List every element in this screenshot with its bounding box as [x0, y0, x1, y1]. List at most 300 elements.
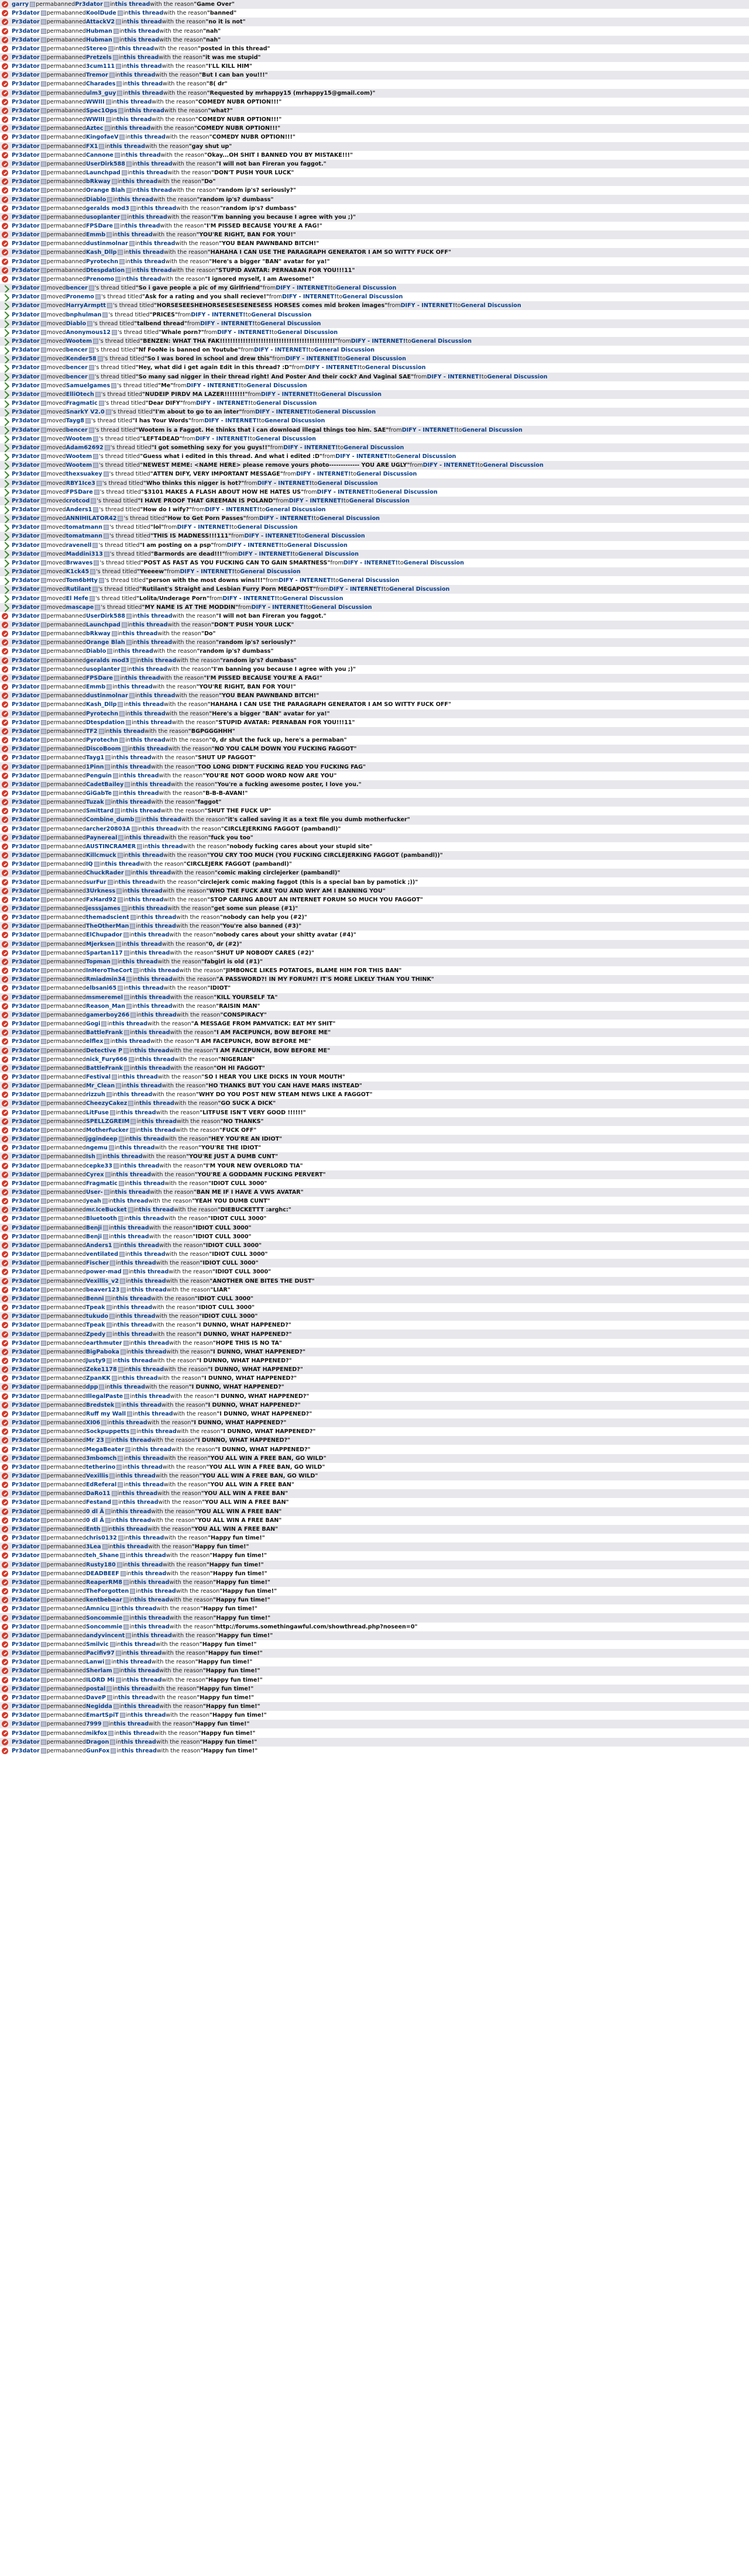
thread-link[interactable]: this thread	[131, 1286, 167, 1293]
thread-title[interactable]: "Hey, what did i get again Edit in this thread? :D"	[135, 364, 292, 371]
thread-author[interactable]: Wootem	[66, 435, 92, 442]
target-username[interactable]: Hubman	[85, 36, 112, 43]
actor-username[interactable]: Pr3dator	[12, 1233, 40, 1240]
thread-link[interactable]: this thread	[118, 232, 153, 239]
actor-username[interactable]: Pr3dator	[12, 107, 40, 114]
target-username[interactable]: CadetBailey	[85, 781, 124, 788]
source-forum-link[interactable]: DIFY - INTERNET!	[196, 400, 251, 407]
thread-link[interactable]: this thread	[126, 19, 162, 26]
thread-link[interactable]: this thread	[134, 1579, 170, 1586]
target-username[interactable]: geralds mod3	[85, 205, 129, 212]
thread-link[interactable]: this thread	[126, 1083, 162, 1090]
source-forum-link[interactable]: DIFY - INTERNET!	[180, 569, 235, 576]
thread-title[interactable]: "Wootem is a Faggot. He thinks that i can download illegal things too him. SAE"	[135, 426, 389, 433]
actor-username[interactable]: Pr3dator	[12, 426, 40, 433]
thread-link[interactable]: this thread	[141, 1428, 177, 1435]
thread-link[interactable]: this thread	[123, 54, 159, 61]
actor-username[interactable]: Pr3dator	[12, 622, 40, 629]
target-username[interactable]: CheezyCakez	[85, 1100, 128, 1107]
thread-link[interactable]: this thread	[126, 63, 162, 70]
thread-link[interactable]: this thread	[135, 949, 170, 956]
source-forum-link[interactable]: DIFY - INTERNET!	[253, 347, 309, 354]
thread-link[interactable]: this thread	[142, 825, 178, 832]
target-username[interactable]: Orange Blah	[85, 639, 125, 646]
target-username[interactable]: Pretzels	[85, 54, 112, 61]
target-username[interactable]: UserDirk588	[85, 612, 125, 619]
target-username[interactable]: 3mbomch	[85, 1455, 117, 1462]
thread-link[interactable]: this thread	[118, 879, 154, 886]
target-username[interactable]: Cannone	[85, 151, 114, 159]
thread-author[interactable]: crotcod	[66, 497, 90, 504]
target-username[interactable]: Spec1Ops	[85, 107, 118, 114]
thread-author[interactable]: Wootem	[66, 462, 92, 469]
target-forum-link[interactable]: General Discussion	[315, 409, 376, 416]
actor-username[interactable]: Pr3dator	[12, 338, 40, 345]
thread-link[interactable]: this thread	[119, 1730, 154, 1737]
thread-link[interactable]: this thread	[116, 1659, 152, 1666]
thread-link[interactable]: this thread	[138, 976, 173, 983]
actor-username[interactable]: Pr3dator	[12, 861, 40, 868]
thread-link[interactable]: this thread	[136, 719, 172, 726]
target-username[interactable]: dustinmolnar	[85, 693, 128, 700]
thread-link[interactable]: this thread	[122, 1073, 158, 1080]
target-username[interactable]: ngemu	[85, 1145, 108, 1152]
actor-username[interactable]: Pr3dator	[12, 444, 40, 451]
target-username[interactable]: mr.IceBucket	[85, 1207, 127, 1214]
target-username[interactable]: power-mad	[85, 1269, 122, 1276]
thread-link[interactable]: this thread	[132, 213, 167, 221]
thread-author[interactable]: Brwaves	[66, 559, 93, 566]
thread-link[interactable]: this thread	[144, 967, 180, 974]
thread-author[interactable]: K1ck45	[66, 569, 90, 576]
actor-username[interactable]: Pr3dator	[12, 1508, 40, 1515]
source-forum-link[interactable]: DIFY - INTERNET!	[259, 515, 314, 522]
target-username[interactable]: Launchpad	[85, 170, 121, 177]
source-forum-link[interactable]: DIFY - INTERNET!	[329, 586, 384, 593]
thread-link[interactable]: this thread	[130, 710, 166, 717]
thread-link[interactable]: this thread	[127, 941, 162, 948]
thread-link[interactable]: this thread	[137, 1003, 173, 1010]
actor-username[interactable]: Pr3dator	[12, 409, 40, 416]
thread-author[interactable]: Adam62692	[66, 444, 104, 451]
actor-username[interactable]: Pr3dator	[12, 1499, 40, 1506]
actor-username[interactable]: Pr3dator	[12, 1579, 40, 1586]
actor-username[interactable]: Pr3dator	[12, 205, 40, 212]
actor-username[interactable]: Pr3dator	[12, 604, 40, 611]
actor-username[interactable]: Pr3dator	[12, 187, 40, 194]
actor-username[interactable]: Pr3dator	[12, 1597, 40, 1604]
source-forum-link[interactable]: DIFY - INTERNET!	[195, 435, 250, 442]
thread-link[interactable]: this thread	[121, 1473, 156, 1480]
target-username[interactable]: chris0132	[85, 1535, 117, 1542]
target-username[interactable]: elflex	[85, 1038, 104, 1045]
actor-username[interactable]: Pr3dator	[12, 151, 40, 159]
actor-username[interactable]: Pr3dator	[12, 1286, 40, 1293]
actor-username[interactable]: Pr3dator	[12, 1215, 40, 1222]
actor-username[interactable]: Pr3dator	[12, 1473, 40, 1480]
thread-title[interactable]: "Me"	[158, 382, 174, 389]
thread-link[interactable]: this thread	[110, 143, 145, 150]
target-forum-link[interactable]: General Discussion	[403, 559, 464, 566]
target-username[interactable]: XI06	[85, 1420, 101, 1427]
thread-link[interactable]: this thread	[129, 1366, 164, 1373]
thread-link[interactable]: this thread	[125, 222, 160, 229]
thread-link[interactable]: this thread	[118, 1357, 153, 1364]
target-username[interactable]: archer20803A	[85, 825, 130, 832]
actor-username[interactable]: Pr3dator	[12, 19, 40, 26]
thread-title[interactable]: "lol"	[150, 524, 164, 531]
thread-link[interactable]: this thread	[113, 1198, 149, 1205]
actor-username[interactable]: Pr3dator	[12, 1348, 40, 1355]
thread-title[interactable]: "BENZEN: WHAT THA FAK!!!!!!!!!!!!!!!!!!!!!!!!!!!!!!!!!!!!!!!!!!!!!"	[140, 338, 338, 345]
actor-username[interactable]: Pr3dator	[12, 542, 40, 549]
actor-username[interactable]: Pr3dator	[12, 896, 40, 903]
thread-title[interactable]: "Dear DIFY"	[145, 400, 183, 407]
actor-username[interactable]: Pr3dator	[12, 1003, 40, 1010]
thread-link[interactable]: this thread	[130, 134, 166, 141]
target-forum-link[interactable]: General Discussion	[483, 462, 544, 469]
target-username[interactable]: Zeke1178	[85, 1366, 117, 1373]
thread-link[interactable]: this thread	[129, 834, 164, 841]
actor-username[interactable]: Pr3dator	[12, 170, 40, 177]
actor-username[interactable]: Pr3dator	[12, 249, 40, 256]
actor-username[interactable]: Pr3dator	[12, 852, 40, 859]
thread-title[interactable]: "ATTEN DIFY, VERY IMPORTANT MESSAGE"	[150, 471, 283, 478]
target-username[interactable]: 1Pinn	[85, 763, 104, 770]
thread-link[interactable]: this thread	[139, 1207, 174, 1214]
target-forum-link[interactable]: General Discussion	[336, 285, 397, 292]
actor-username[interactable]: Pr3dator	[12, 462, 40, 469]
thread-title[interactable]: "NEWEST MEME: <NAME HERE> please remove yours photo------------- YOU ARE UGLY"	[140, 462, 410, 469]
target-username[interactable]: Vexillis	[85, 1473, 109, 1480]
actor-username[interactable]: Pr3dator	[12, 1056, 40, 1063]
thread-link[interactable]: this thread	[124, 1162, 160, 1169]
actor-username[interactable]: Pr3dator	[12, 320, 40, 327]
thread-link[interactable]: this thread	[140, 1127, 176, 1134]
thread-title[interactable]: "Who thinks this nigger is hot?"	[143, 480, 245, 487]
thread-link[interactable]: this thread	[105, 861, 140, 868]
thread-link[interactable]: this thread	[142, 1118, 177, 1125]
target-username[interactable]: postal	[85, 1685, 106, 1692]
target-forum-link[interactable]: General Discussion	[314, 347, 375, 354]
thread-link[interactable]: this thread	[126, 275, 162, 283]
target-forum-link[interactable]: General Discussion	[240, 569, 301, 576]
actor-username[interactable]: Pr3dator	[12, 267, 40, 274]
target-forum-link[interactable]: General Discussion	[260, 320, 321, 327]
thread-link[interactable]: this thread	[126, 1676, 162, 1683]
target-username[interactable]: Emmb	[85, 684, 106, 691]
thread-link[interactable]: this thread	[130, 1251, 166, 1258]
target-username[interactable]: KoolDude	[85, 10, 116, 17]
source-forum-link[interactable]: DIFY - INTERNET!	[285, 356, 341, 363]
target-username[interactable]: Benji	[85, 1233, 102, 1240]
actor-username[interactable]: Pr3dator	[12, 710, 40, 717]
target-forum-link[interactable]: General Discussion	[321, 391, 382, 398]
target-username[interactable]: Mr_Clean	[85, 1083, 115, 1090]
target-username[interactable]: andyvincent	[85, 1632, 125, 1639]
thread-link[interactable]: this thread	[132, 666, 167, 673]
target-forum-link[interactable]: General Discussion	[356, 471, 417, 478]
thread-title[interactable]: "THIS IS MADNESS!!!111"	[150, 533, 232, 540]
target-username[interactable]: BigPaboka	[85, 1348, 119, 1355]
target-username[interactable]: IQ	[85, 861, 93, 868]
thread-link[interactable]: this thread	[136, 267, 172, 274]
actor-username[interactable]: Pr3dator	[12, 1676, 40, 1683]
thread-link[interactable]: this thread	[129, 1136, 165, 1143]
thread-link[interactable]: this thread	[140, 1588, 176, 1595]
actor-username[interactable]: Pr3dator	[12, 1029, 40, 1036]
actor-username[interactable]: Pr3dator	[12, 1277, 40, 1284]
target-username[interactable]: 0 dl Ä	[85, 1517, 104, 1524]
source-forum-link[interactable]: DIFY - INTERNET!	[217, 329, 272, 336]
actor-username[interactable]: garry	[12, 1, 29, 8]
thread-link[interactable]: this thread	[136, 781, 171, 788]
thread-title[interactable]: "I HAVE PROOF THAT GREEMAN IS POLAND"	[138, 497, 276, 504]
thread-title[interactable]: "So i gave people a pic of my Girlfriend"	[135, 285, 263, 292]
actor-username[interactable]: Pr3dator	[12, 879, 40, 886]
thread-link[interactable]: this thread	[116, 1295, 152, 1302]
thread-link[interactable]: this thread	[115, 125, 151, 132]
target-forum-link[interactable]: General Discussion	[342, 294, 403, 301]
target-username[interactable]: Detective P	[85, 1047, 123, 1054]
thread-title[interactable]: "Guess what i edited in this thread. And what i edited :D"	[140, 453, 322, 460]
thread-link[interactable]: this thread	[129, 1215, 164, 1222]
thread-link[interactable]: this thread	[114, 1233, 149, 1240]
thread-link[interactable]: this thread	[129, 249, 164, 256]
actor-username[interactable]: Pr3dator	[12, 1180, 40, 1187]
actor-username[interactable]: Pr3dator	[12, 967, 40, 974]
actor-username[interactable]: Pr3dator	[12, 471, 40, 478]
actor-username[interactable]: Pr3dator	[12, 559, 40, 566]
target-username[interactable]: Kash_Dllp	[85, 249, 117, 256]
thread-link[interactable]: this thread	[118, 1694, 153, 1701]
source-forum-link[interactable]: DIFY - INTERNET!	[343, 559, 398, 566]
thread-author[interactable]: RBY1Ice3	[66, 480, 95, 487]
thread-link[interactable]: this thread	[116, 799, 152, 806]
thread-title[interactable]: "Lolita/Underage Porn"	[136, 595, 209, 602]
target-username[interactable]: usoplanter	[85, 213, 121, 221]
target-forum-link[interactable]: General Discussion	[251, 311, 312, 318]
actor-username[interactable]: Pr3dator	[12, 1251, 40, 1258]
target-username[interactable]: Mr 23	[85, 1437, 104, 1444]
thread-link[interactable]: this thread	[116, 116, 152, 123]
thread-link[interactable]: this thread	[121, 1738, 156, 1745]
target-username[interactable]: Combine_dumb	[85, 817, 135, 824]
thread-title[interactable]: "Rutilant's Straight and Lesbian Furry Porn MEGAPOST"	[139, 586, 316, 593]
target-username[interactable]: Bluetooth	[85, 1215, 117, 1222]
actor-username[interactable]: Pr3dator	[12, 657, 40, 664]
actor-username[interactable]: Pr3dator	[12, 843, 40, 850]
thread-link[interactable]: this thread	[128, 1463, 163, 1470]
actor-username[interactable]: Pr3dator	[12, 728, 40, 735]
target-username[interactable]: GunFox	[85, 1747, 110, 1754]
thread-link[interactable]: this thread	[128, 81, 163, 88]
target-forum-link[interactable]: General Discussion	[283, 595, 343, 602]
thread-title[interactable]: "$3101 MAKES A FLASH ABOUT HOW HE HATES US"	[140, 488, 304, 495]
target-username[interactable]: Pacifiv97	[85, 1650, 115, 1657]
thread-link[interactable]: this thread	[139, 1056, 175, 1063]
target-username[interactable]: Sockpuppetts	[85, 1428, 130, 1435]
actor-username[interactable]: Pr3dator	[12, 985, 40, 992]
actor-username[interactable]: Pr3dator	[12, 1517, 40, 1524]
target-username[interactable]: Benni	[85, 1295, 104, 1302]
thread-link[interactable]: this thread	[137, 160, 173, 167]
thread-author[interactable]: Rutilant	[66, 586, 91, 593]
actor-username[interactable]: Pr3dator	[12, 515, 40, 522]
target-username[interactable]: Smilvic	[85, 1641, 109, 1648]
target-username[interactable]: Diablo	[85, 196, 106, 203]
actor-username[interactable]: Pr3dator	[12, 497, 40, 504]
target-username[interactable]: Fischer	[85, 1260, 109, 1267]
actor-username[interactable]: Pr3dator	[12, 1109, 40, 1116]
thread-link[interactable]: this thread	[121, 1260, 156, 1267]
thread-link[interactable]: this thread	[140, 240, 176, 247]
thread-author[interactable]: Tom6bHty	[66, 577, 98, 584]
actor-username[interactable]: Pr3dator	[12, 923, 40, 930]
thread-link[interactable]: this thread	[128, 985, 164, 992]
actor-username[interactable]: Pr3dator	[12, 550, 40, 557]
target-username[interactable]: AUSTINCRAMER	[85, 843, 136, 850]
thread-title[interactable]: "PRICES"	[149, 311, 178, 318]
thread-link[interactable]: this thread	[120, 1313, 156, 1320]
thread-link[interactable]: this thread	[138, 1410, 173, 1417]
target-username[interactable]: Soncommie	[85, 1614, 123, 1621]
actor-username[interactable]: Pr3dator	[12, 719, 40, 726]
thread-title[interactable]: "HORSESEESHEHORSESESESENESESS HORSES comes mid broken images"	[154, 302, 388, 309]
actor-username[interactable]: Pr3dator	[12, 639, 40, 646]
thread-link[interactable]: this thread	[139, 1100, 174, 1107]
actor-username[interactable]: Pr3dator	[12, 994, 40, 1001]
target-username[interactable]: bRkway	[85, 178, 111, 185]
actor-username[interactable]: Pr3dator	[12, 1730, 40, 1737]
thread-link[interactable]: this thread	[129, 107, 164, 114]
actor-username[interactable]: Pr3dator	[12, 569, 40, 576]
actor-username[interactable]: Pr3dator	[12, 1073, 40, 1080]
actor-username[interactable]: Pr3dator	[12, 1668, 40, 1675]
source-forum-link[interactable]: DIFY - INTERNET!	[305, 364, 360, 371]
actor-username[interactable]: Pr3dator	[12, 400, 40, 407]
actor-username[interactable]: Pr3dator	[12, 648, 40, 655]
target-username[interactable]: DaRo11	[85, 1490, 111, 1497]
thread-link[interactable]: this thread	[128, 896, 164, 903]
source-forum-link[interactable]: DIFY - INTERNET!	[276, 285, 331, 292]
actor-username[interactable]: Pr3dator	[12, 577, 40, 584]
thread-link[interactable]: this thread	[115, 1, 150, 8]
target-username[interactable]: cepke33	[85, 1162, 112, 1169]
actor-username[interactable]: Pr3dator	[12, 1242, 40, 1249]
target-username[interactable]: Hubman	[85, 27, 112, 35]
actor-username[interactable]: Pr3dator	[12, 808, 40, 815]
actor-username[interactable]: Pr3dator	[12, 1384, 40, 1391]
target-username[interactable]: yeah	[85, 1198, 101, 1205]
target-username[interactable]: Dtespdation	[85, 719, 125, 726]
thread-author[interactable]: bencer	[66, 285, 88, 292]
target-username[interactable]: Cyrex	[85, 1171, 104, 1178]
thread-link[interactable]: this thread	[126, 1650, 162, 1657]
thread-author[interactable]: Wootem	[66, 338, 92, 345]
actor-username[interactable]: Pr3dator	[12, 356, 40, 363]
target-forum-link[interactable]: General Discussion	[411, 338, 472, 345]
target-username[interactable]: MegaBeater	[85, 1446, 125, 1453]
thread-title[interactable]: "So many sad nigger in their thread right! And Poster And their cock? And Vaginal SAE"	[135, 373, 414, 380]
thread-author[interactable]: Diablo	[66, 320, 87, 327]
actor-username[interactable]: Pr3dator	[12, 1420, 40, 1427]
actor-username[interactable]: Pr3dator	[12, 1127, 40, 1134]
thread-author[interactable]: bencer	[66, 373, 88, 380]
target-forum-link[interactable]: General Discussion	[265, 506, 326, 513]
thread-link[interactable]: this thread	[122, 1375, 158, 1382]
thread-link[interactable]: this thread	[121, 1641, 156, 1648]
thread-title[interactable]: "How do I wify?"	[140, 506, 193, 513]
actor-username[interactable]: Pr3dator	[12, 285, 40, 292]
target-forum-link[interactable]: General Discussion	[319, 515, 380, 522]
actor-username[interactable]: Pr3dator	[12, 302, 40, 309]
thread-link[interactable]: this thread	[134, 1614, 170, 1621]
thread-link[interactable]: this thread	[130, 1552, 166, 1559]
target-forum-link[interactable]: General Discussion	[304, 533, 365, 540]
actor-username[interactable]: Pr3dator	[12, 27, 40, 35]
thread-link[interactable]: this thread	[119, 45, 154, 52]
actor-username[interactable]: Pr3dator	[12, 294, 40, 301]
actor-username[interactable]: Pr3dator	[12, 524, 40, 531]
target-username[interactable]: Diablo	[85, 648, 106, 655]
thread-link[interactable]: this thread	[147, 843, 183, 850]
source-forum-link[interactable]: DIFY - INTERNET!	[351, 338, 406, 345]
target-forum-link[interactable]: General Discussion	[287, 542, 348, 549]
actor-username[interactable]: Pr3dator	[12, 1437, 40, 1444]
actor-username[interactable]: Pr3dator	[12, 631, 40, 638]
target-username[interactable]: WWIII	[85, 98, 105, 105]
target-forum-link[interactable]: General Discussion	[389, 586, 450, 593]
target-username[interactable]: ChuckRader	[85, 870, 124, 877]
actor-username[interactable]: Pr3dator	[12, 1632, 40, 1639]
target-username[interactable]: Pr3dator	[75, 1, 103, 8]
target-username[interactable]: msmeremel	[85, 994, 123, 1001]
thread-author[interactable]: bencer	[66, 364, 88, 371]
thread-link[interactable]: this thread	[118, 684, 153, 691]
actor-username[interactable]: Pr3dator	[12, 612, 40, 619]
target-username[interactable]: SPELLZGREIM	[85, 1118, 130, 1125]
thread-link[interactable]: this thread	[107, 1153, 143, 1160]
target-username[interactable]: Lanwi	[85, 1659, 105, 1666]
thread-link[interactable]: this thread	[126, 808, 161, 815]
source-forum-link[interactable]: DIFY - INTERNET!	[244, 533, 299, 540]
target-username[interactable]: mikfox	[85, 1730, 108, 1737]
thread-link[interactable]: this thread	[120, 72, 156, 79]
thread-link[interactable]: this thread	[128, 852, 164, 859]
actor-username[interactable]: Pr3dator	[12, 870, 40, 877]
target-username[interactable]: Anders1	[85, 1242, 112, 1249]
thread-link[interactable]: this thread	[136, 870, 171, 877]
actor-username[interactable]: Pr3dator	[12, 1331, 40, 1338]
actor-username[interactable]: Pr3dator	[12, 81, 40, 88]
thread-link[interactable]: this thread	[114, 1721, 149, 1728]
target-forum-link[interactable]: General Discussion	[343, 444, 404, 451]
target-username[interactable]: Emmb	[85, 232, 106, 239]
thread-author[interactable]: Kender58	[66, 356, 97, 363]
thread-link[interactable]: this thread	[129, 1180, 165, 1187]
target-username[interactable]: WWIII	[85, 116, 105, 123]
actor-username[interactable]: Pr3dator	[12, 1659, 40, 1666]
actor-username[interactable]: Pr3dator	[12, 1153, 40, 1160]
source-forum-link[interactable]: DIFY - INTERNET!	[191, 311, 246, 318]
target-username[interactable]: Negidda	[85, 1703, 112, 1710]
target-username[interactable]: Pyrotechn	[85, 710, 119, 717]
actor-username[interactable]: Pr3dator	[12, 453, 40, 460]
actor-username[interactable]: Pr3dator	[12, 1224, 40, 1231]
thread-link[interactable]: this thread	[122, 958, 158, 965]
target-username[interactable]: Gogi	[85, 1021, 101, 1028]
